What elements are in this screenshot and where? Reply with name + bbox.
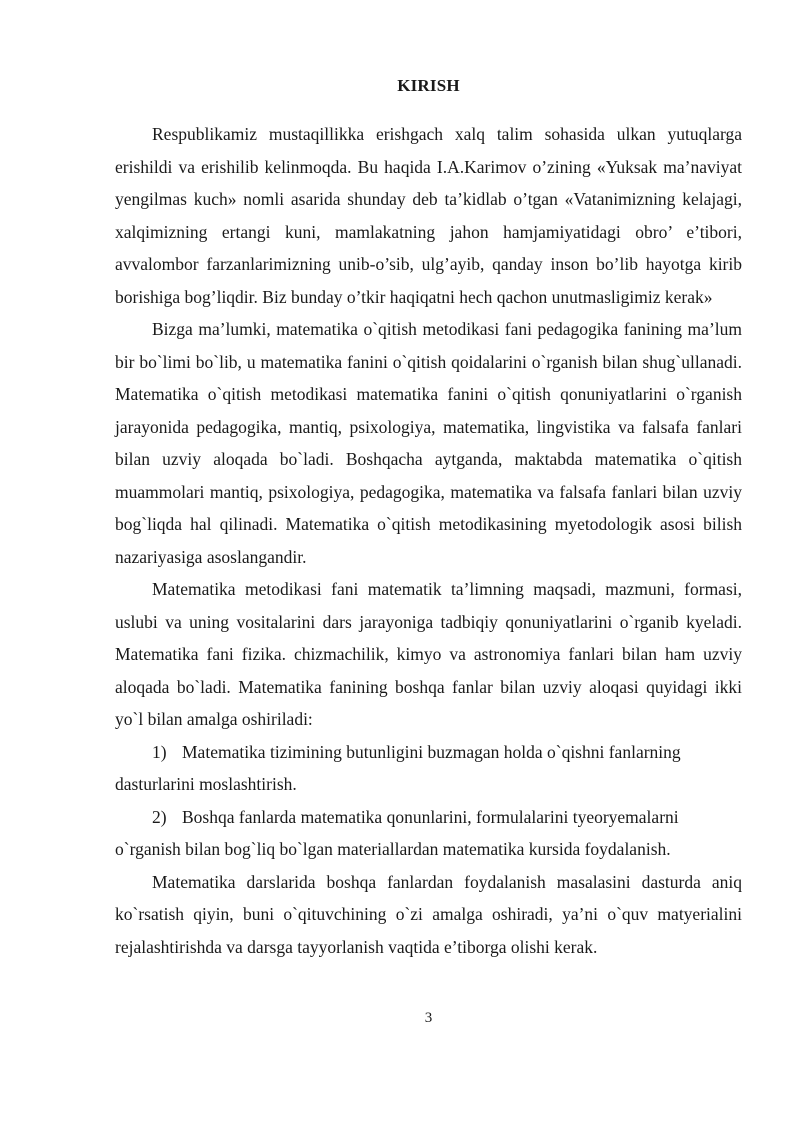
page-title: KIRISH [397,76,460,95]
document-body [115,118,742,963]
numbered-list [115,736,742,866]
list-item-continuation: o`rganish bilan bog`liq bo`lgan materiallardan matematika kursida foydalanish. [115,839,671,859]
paragraph-methodology: Bizga ma’lumki, matematika o`qitish metodikasi fani pedagogika fanining ma’lum bir bo`limi bo`lib, u matematika fanini o`qitish qoidalarini o`rganish bilan shug`ullanadi. Matematika o`qitish metodikasi matematika fanini o`qitish qonuniyatlarini o`rganish jarayonida pedagogika, mantiq, psixologiya, matematika, lingvistika va falsafa fanlari bilan uzviy aloqada bo`ladi. Boshqacha aytganda, maktabda matematika o`qitish muammolari mantiq, psixologiya, pedagogika, matematika va falsafa fanlari bilan uzviy bog`liqda hal qilinadi. Matematika o`qitish metodikasining myetodologik asosi bilish nazariyasiga asoslangandir. [115,319,742,567]
list-item [115,736,742,801]
list-item-text: Boshqa fanlarda matematika qonunlarini, formulalarini tyeoryemalarni [182,806,679,827]
paragraph-intro: Respublikamiz mustaqillikka erishgach xalq talim sohasida ulkan yutuqlarga erishildi va erishilib kelinmoqda. Bu haqida I.A.Karimov o’zining «Yuksak ma’naviyat yengilmas kuch» nomli asarida shunday deb ta’kidlab o’tgan «Vatanimizning kelajagi, xalqimizning ertangi kuni, mamlakatning jahon hamjamiyatidagi obro’ e’tibori, avvalombor farzanlarimizning unib-o’sib, ulg’ayib, qanday inson bo’lib hayotga kirib borishiga bog’liqdir. Biz bunday o’tkir haqiqatni hech qachon unutmasligimiz kerak» [115,124,742,307]
paragraph-closing: Matematika darslarida boshqa fanlardan foydalanish masalasini dasturda aniq ko`rsatish qiyin, buni o`qituvchining o`zi amalga oshiradi, ya’ni o`quv matyerialini rejalashtirishda va darsga tayyorlanish vaqtida e’tiborga olishi kerak. [115,871,742,957]
list-item-number: 2) [152,806,167,827]
paragraph-subject: Matematika metodikasi fani matematik ta’limning maqsadi, mazmuni, formasi, uslubi va uning vositalarini dars jarayoniga tadbiqiy qonuniyatlarini o`rganib kyeladi. Matematika fani fizika. chizmachilik, kimyo va astronomiya fanlari bilan ham uzviy aloqada bo`ladi. Matematika fanining boshqa fanlar bilan uzviy aloqasi quyidagi ikki yo`l bilan amalga oshiriladi: [115,579,742,729]
list-item-text: Matematika tizimining butunligini buzmagan holda o`qishni fanlarning [182,741,681,762]
page-number: 3 [424,1010,433,1026]
list-item [115,801,742,866]
list-item-number: 1) [152,741,167,762]
list-item-continuation: dasturlarini moslashtirish. [115,774,297,794]
